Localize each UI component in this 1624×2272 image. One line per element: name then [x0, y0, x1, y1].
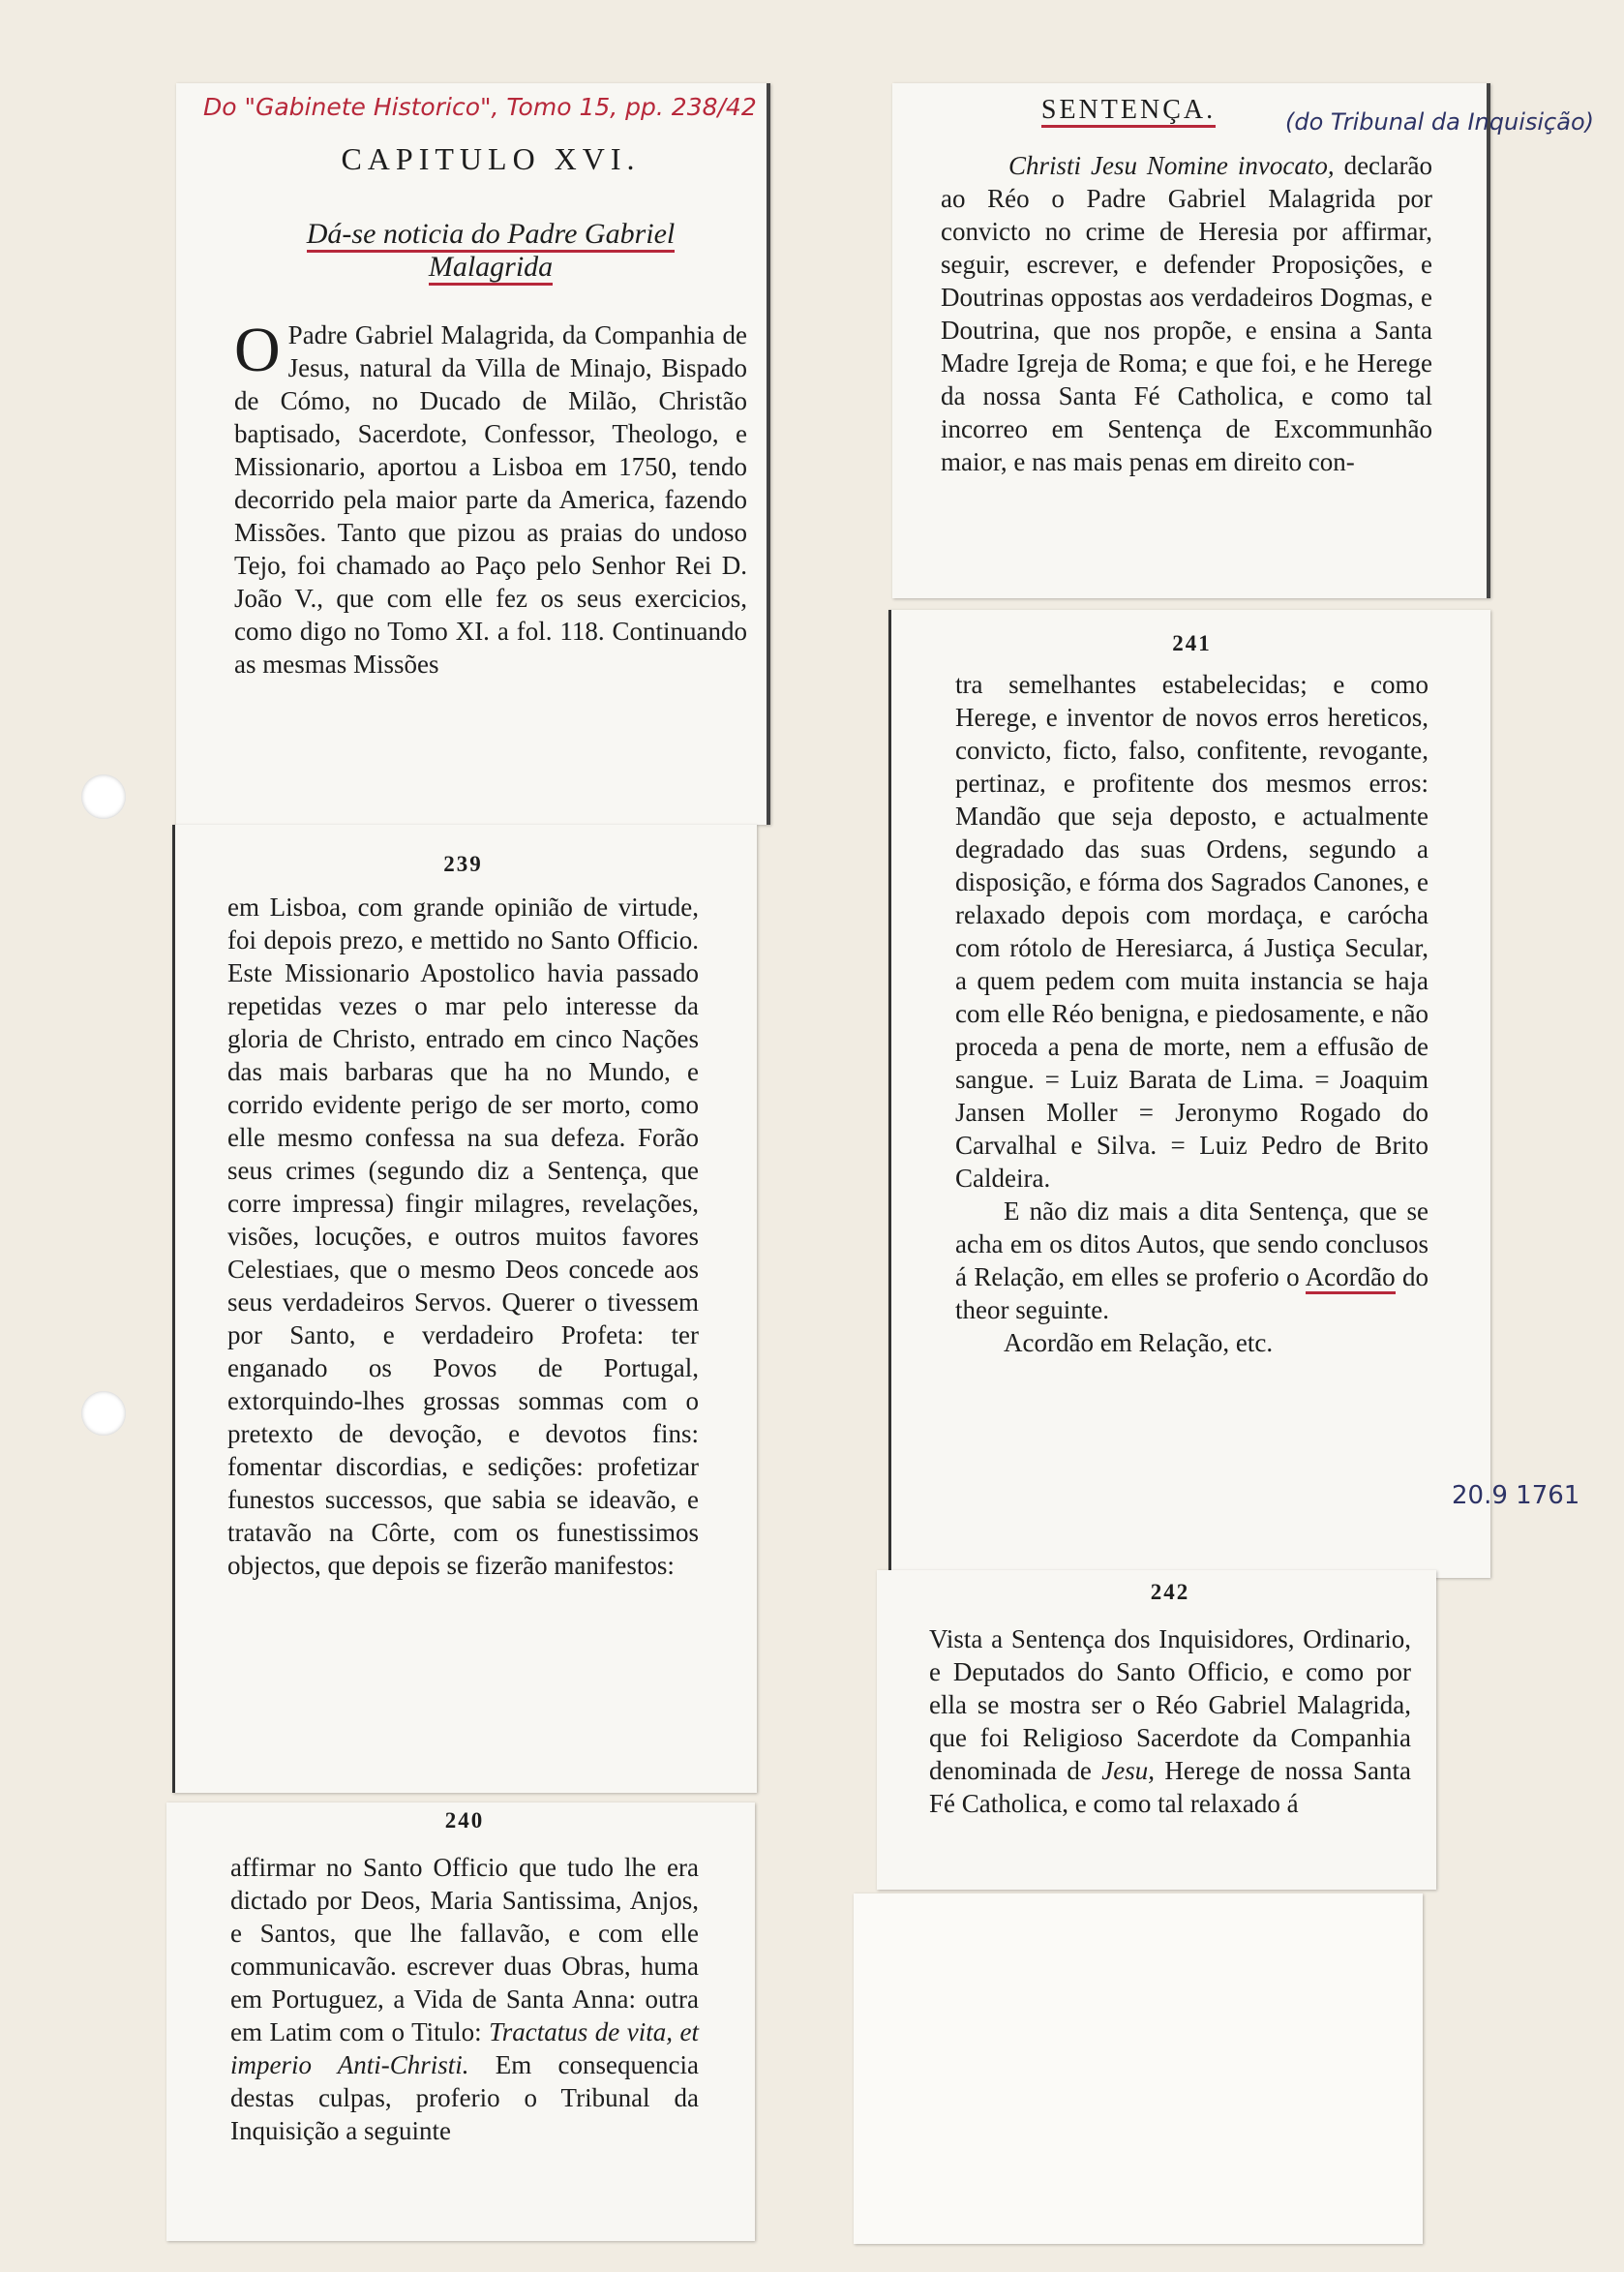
page-241-continuation-start: E não diz mais a dita Sentença, que se acha em os ditos Autos, que sendo conclusos á Relação, em elles se proferio o	[955, 1197, 1429, 1291]
handwritten-source-note: Do "Gabinete Historico", Tomo 15, pp. 238/42	[203, 93, 757, 121]
page-242-text	[929, 1622, 1411, 1820]
sentence-opening: Christi Jesu Nomine invocato,	[1008, 151, 1335, 180]
punch-hole-bottom	[81, 1391, 126, 1436]
page-242-text-part-1: Vista a Sentença dos Inquisidores, Ordinario, e Deputados do Santo Officio, e como por ella se mostra ser o Réo Gabriel Malagrida, que foi Religioso Sacerdote da Companhia denominada de	[929, 1624, 1411, 1785]
page-240-text	[230, 1851, 699, 2147]
sentence-text	[941, 149, 1432, 478]
punch-hole-top	[81, 774, 126, 819]
clipping-page-241	[888, 610, 1490, 1578]
clipping-page-239	[172, 825, 757, 1793]
acordao-heading: Acordão em Relação, etc.	[1004, 1328, 1274, 1357]
clipping-sentenca	[892, 83, 1490, 598]
clipping-page-242	[877, 1570, 1436, 1890]
page-240-text-part-2: Em consequencia destas culpas, proferio o Tribunal da Inquisição a seguinte	[230, 2050, 699, 2145]
subtitle-line-1: Dá-se noticia do Padre Gabriel	[307, 218, 676, 253]
treatise-title: Tractatus de vita, et imperio Anti-Christi.	[230, 2017, 699, 2079]
jesu-word: Jesu,	[1101, 1756, 1155, 1785]
page-241-continuation	[955, 1195, 1429, 1326]
handwritten-tribunal-note: (do Tribunal da Inquisição)	[1285, 108, 1594, 136]
acordao-word: Acordão	[1306, 1262, 1396, 1294]
page-239-text: em Lisboa, com grande opinião de virtude, foi depois prezo, e mettido no Santo Officio. Este Missionario Apostolico havia passado repetidas vezes o mar pelo interesse da gloria de Christo, entrado em cinco Nações das mais barbaras que ha no Mundo, e corrido evidente perigo de ser morto, como elle mesmo confessa na sua defeza. Forão seus crimes (segundo diz a Sentença, que corre impressa) fingir milagres, revelações, visões, locuções, e outros muitos favores Celestiaes, que o mesmo Deos concede aos seus verdadeiros Servos. Querer o tivessem por Santo, e verdadeiro Profeta: ter enganado os Povos de Portugal, extorquindo-lhes grossas sommas com o pretexto de devoção, e devotos fins: fomentar discordias, e sedições: profetizar funestos successos, que sabia se ideavão, e tratavão na Côrte, com os funestissimos objectos, que depois se fizerão manifestos:	[227, 893, 699, 1580]
clipping-page-240	[166, 1802, 755, 2241]
chapter-paragraph	[234, 315, 747, 681]
page-240-text-part-1: affirmar no Santo Officio que tudo lhe era dictado por Deos, Maria Santissima, Anjos, e Santos, que lhe fallavão, e com elle communicavão. escrever duas Obras, huma em Portuguez, a Vida de Santa Anna: outra em Latim com o Titulo:	[230, 1853, 699, 2046]
chapter-title: CAPITULO XVI.	[341, 141, 641, 176]
drop-cap: O	[234, 315, 281, 385]
page-241-text: tra semelhantes estabelecidas; e como Herege, e inventor de novos erros hereticos, convicto, ficto, falso, confitente, revogante, pertinaz, e profitente dos mesmos erros: Mandão que seja deposto, e actualmente degradado das suas Ordens, segundo a disposição, e fórma dos Sagrados Canones, e relaxado depois com mordaça, e carócha com rótolo de Heresiarca, á Justiça Secular, a quem pedem com muita instancia se haja com elle Réo benigna, e piedosamente, e não proceda a pena de morte, nem a effusão de sangue. = Luiz Barata de Lima. = Joaquim Jansen Moller = Jeronymo Rogado do Carvalhal e Silva. = Luiz Pedro de Brito Caldeira.	[955, 670, 1429, 1193]
page-241-continuation-end: do theor seguinte.	[955, 1262, 1429, 1324]
chapter-text: Padre Gabriel Malagrida, da Companhia de Jesus, natural da Villa de Minajo, Bispado de Cómo, no Ducado de Milão, Christão baptisado, Sacerdote, Confessor, Theologo, e Missionario, aportou a Lisboa em 1750, tendo decorrido pela maior parte da America, fazendo Missões. Tanto que pizou as praias do undoso Tejo, foi chamado ao Paço pelo Senhor Rei D. João V., que com elle fez os seus exercicios, como digo no Tomo XI. a fol. 118. Continuando as mesmas Missões	[234, 320, 747, 679]
page-number-241: 241	[1172, 631, 1212, 655]
sentence-title-text: SENTENÇA.	[1041, 95, 1216, 128]
blank-card	[854, 1893, 1423, 2244]
clipping-chapter-xvi	[176, 83, 770, 825]
subtitle-line-2: Malagrida	[429, 251, 553, 286]
sentence-body: declarão ao Réo o Padre Gabriel Malagrida por convicto no crime de Heresia por affirmar, seguir, escrever, e defender Proposições, e Doutrinas oppostas aos verdadeiros Dogmas, e Doutrina, que nos propõe, e ensina a Santa Madre Igreja de Roma; e que foi, e he Herege da nossa Santa Fé Catholica, e como tal incorreo em Sentença de Excommunhão maior, e nas mais penas em direito con-	[941, 151, 1433, 476]
page-number-242: 242	[1150, 1580, 1190, 1604]
page-number-239: 239	[443, 852, 483, 876]
handwritten-date-note: 20.9 1761	[1452, 1481, 1580, 1510]
chapter-subtitle	[234, 218, 747, 284]
page-number-240: 240	[444, 1808, 485, 1833]
page-242-text-part-2: Herege de nossa Santa Fé Catholica, e como tal relaxado á	[929, 1756, 1411, 1818]
